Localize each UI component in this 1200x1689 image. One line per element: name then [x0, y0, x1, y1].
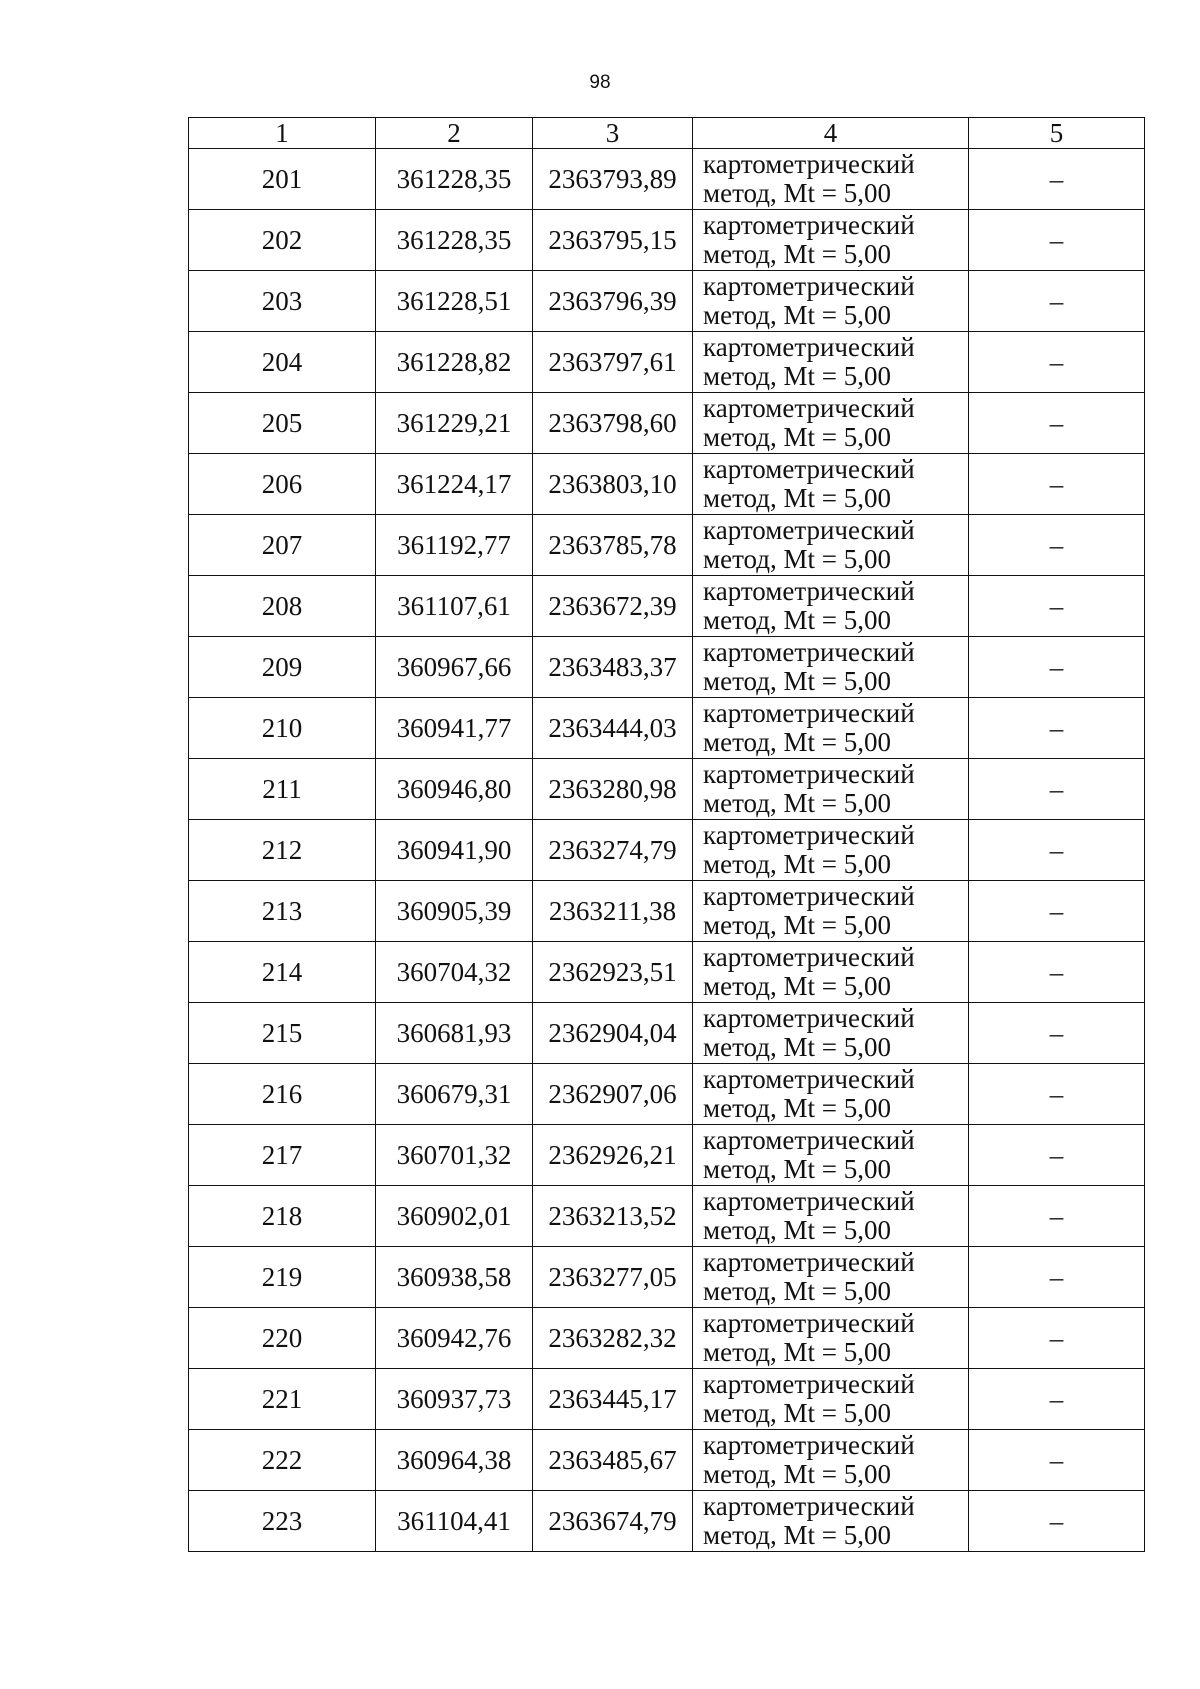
method-line-2: метод, Mt = 5,00 [703, 788, 891, 818]
method-line-1: картометрический [703, 759, 915, 789]
y-coordinate-cell: 2362923,51 [533, 942, 693, 1003]
table-row [189, 210, 1145, 271]
y-coordinate-cell: 2363795,15 [533, 210, 693, 271]
table-row [189, 1369, 1145, 1430]
method-cell [693, 149, 969, 210]
point-number-cell: 216 [189, 1064, 376, 1125]
column-header-3: 3 [533, 118, 693, 149]
point-number-cell: 213 [189, 881, 376, 942]
y-coordinate-cell: 2363785,78 [533, 515, 693, 576]
x-coordinate-cell: 361192,77 [376, 515, 533, 576]
table-row [189, 1491, 1145, 1552]
method-line-1: картометрический [703, 393, 915, 423]
y-coordinate-cell: 2363674,79 [533, 1491, 693, 1552]
table-header [189, 118, 1145, 149]
x-coordinate-cell: 360941,90 [376, 820, 533, 881]
method-cell [693, 1430, 969, 1491]
y-coordinate-cell: 2363211,38 [533, 881, 693, 942]
method-line-2: метод, Mt = 5,00 [703, 239, 891, 269]
note-cell: – [969, 454, 1145, 515]
y-coordinate-cell: 2363793,89 [533, 149, 693, 210]
note-cell: – [969, 576, 1145, 637]
note-cell: – [969, 820, 1145, 881]
x-coordinate-cell: 361228,35 [376, 149, 533, 210]
method-line-1: картометрический [703, 1491, 915, 1521]
method-line-1: картометрический [703, 881, 915, 911]
column-header-2: 2 [376, 118, 533, 149]
page-number: 98 [589, 72, 611, 93]
x-coordinate-cell: 361229,21 [376, 393, 533, 454]
y-coordinate-cell: 2362907,06 [533, 1064, 693, 1125]
x-coordinate-cell: 361228,51 [376, 271, 533, 332]
table-row [189, 149, 1145, 210]
table-row [189, 1064, 1145, 1125]
method-line-2: метод, Mt = 5,00 [703, 483, 891, 513]
method-line-1: картометрический [703, 149, 915, 179]
method-line-2: метод, Mt = 5,00 [703, 178, 891, 208]
x-coordinate-cell: 361228,35 [376, 210, 533, 271]
table-row [189, 1247, 1145, 1308]
method-line-1: картометрический [703, 1186, 915, 1216]
table-row [189, 1003, 1145, 1064]
point-number-cell: 202 [189, 210, 376, 271]
x-coordinate-cell: 360967,66 [376, 637, 533, 698]
note-cell: – [969, 1064, 1145, 1125]
table-row [189, 1186, 1145, 1247]
method-line-2: метод, Mt = 5,00 [703, 849, 891, 879]
x-coordinate-cell: 360701,32 [376, 1125, 533, 1186]
table-row [189, 454, 1145, 515]
method-line-2: метод, Mt = 5,00 [703, 605, 891, 635]
point-number-cell: 201 [189, 149, 376, 210]
x-coordinate-cell: 361224,17 [376, 454, 533, 515]
method-line-2: метод, Mt = 5,00 [703, 1398, 891, 1428]
method-line-1: картометрический [703, 698, 915, 728]
table-row [189, 698, 1145, 759]
note-cell: – [969, 393, 1145, 454]
method-line-1: картометрический [703, 515, 915, 545]
x-coordinate-cell: 360902,01 [376, 1186, 533, 1247]
note-cell: – [969, 515, 1145, 576]
y-coordinate-cell: 2363796,39 [533, 271, 693, 332]
method-line-1: картометрический [703, 576, 915, 606]
method-cell [693, 515, 969, 576]
method-line-2: метод, Mt = 5,00 [703, 300, 891, 330]
method-line-1: картометрический [703, 1369, 915, 1399]
method-line-2: метод, Mt = 5,00 [703, 910, 891, 940]
method-cell [693, 1247, 969, 1308]
x-coordinate-cell: 361104,41 [376, 1491, 533, 1552]
point-number-cell: 211 [189, 759, 376, 820]
note-cell: – [969, 1247, 1145, 1308]
x-coordinate-cell: 360941,77 [376, 698, 533, 759]
note-cell: – [969, 210, 1145, 271]
point-number-cell: 214 [189, 942, 376, 1003]
method-cell [693, 881, 969, 942]
x-coordinate-cell: 360681,93 [376, 1003, 533, 1064]
method-line-2: метод, Mt = 5,00 [703, 1520, 891, 1550]
coordinates-table [188, 117, 1145, 1552]
y-coordinate-cell: 2363213,52 [533, 1186, 693, 1247]
table-row [189, 637, 1145, 698]
method-line-2: метод, Mt = 5,00 [703, 1459, 891, 1489]
method-cell [693, 820, 969, 881]
table-row [189, 332, 1145, 393]
y-coordinate-cell: 2363277,05 [533, 1247, 693, 1308]
method-cell [693, 1186, 969, 1247]
x-coordinate-cell: 360905,39 [376, 881, 533, 942]
note-cell: – [969, 1308, 1145, 1369]
point-number-cell: 218 [189, 1186, 376, 1247]
x-coordinate-cell: 360964,38 [376, 1430, 533, 1491]
method-line-2: метод, Mt = 5,00 [703, 1276, 891, 1306]
method-line-1: картометрический [703, 210, 915, 240]
method-line-1: картометрический [703, 271, 915, 301]
table-row [189, 1430, 1145, 1491]
point-number-cell: 207 [189, 515, 376, 576]
point-number-cell: 203 [189, 271, 376, 332]
method-line-2: метод, Mt = 5,00 [703, 727, 891, 757]
method-line-1: картометрический [703, 454, 915, 484]
point-number-cell: 217 [189, 1125, 376, 1186]
method-line-1: картометрический [703, 1125, 915, 1155]
method-cell [693, 1491, 969, 1552]
x-coordinate-cell: 360938,58 [376, 1247, 533, 1308]
note-cell: – [969, 1003, 1145, 1064]
table-row [189, 1125, 1145, 1186]
method-cell [693, 576, 969, 637]
method-line-1: картометрический [703, 1064, 915, 1094]
table-body [189, 149, 1145, 1552]
y-coordinate-cell: 2363483,37 [533, 637, 693, 698]
note-cell: – [969, 1186, 1145, 1247]
table-row [189, 881, 1145, 942]
column-header-5: 5 [969, 118, 1145, 149]
y-coordinate-cell: 2362904,04 [533, 1003, 693, 1064]
method-cell [693, 1003, 969, 1064]
method-line-2: метод, Mt = 5,00 [703, 544, 891, 574]
x-coordinate-cell: 361228,82 [376, 332, 533, 393]
table-row [189, 942, 1145, 1003]
table-row [189, 759, 1145, 820]
point-number-cell: 222 [189, 1430, 376, 1491]
y-coordinate-cell: 2363798,60 [533, 393, 693, 454]
table-row [189, 393, 1145, 454]
table-row [189, 515, 1145, 576]
y-coordinate-cell: 2363672,39 [533, 576, 693, 637]
method-cell [693, 1369, 969, 1430]
note-cell: – [969, 1430, 1145, 1491]
method-cell [693, 637, 969, 698]
method-cell [693, 1308, 969, 1369]
note-cell: – [969, 637, 1145, 698]
column-header-4: 4 [693, 118, 969, 149]
method-cell [693, 271, 969, 332]
point-number-cell: 205 [189, 393, 376, 454]
x-coordinate-cell: 360704,32 [376, 942, 533, 1003]
note-cell: – [969, 1491, 1145, 1552]
table-row [189, 1308, 1145, 1369]
y-coordinate-cell: 2363803,10 [533, 454, 693, 515]
x-coordinate-cell: 361107,61 [376, 576, 533, 637]
method-line-1: картометрический [703, 1308, 915, 1338]
method-line-2: метод, Mt = 5,00 [703, 422, 891, 452]
method-line-1: картометрический [703, 332, 915, 362]
method-cell [693, 1064, 969, 1125]
x-coordinate-cell: 360942,76 [376, 1308, 533, 1369]
point-number-cell: 204 [189, 332, 376, 393]
method-cell [693, 1125, 969, 1186]
method-line-2: метод, Mt = 5,00 [703, 971, 891, 1001]
note-cell: – [969, 881, 1145, 942]
y-coordinate-cell: 2363445,17 [533, 1369, 693, 1430]
method-line-1: картометрический [703, 637, 915, 667]
y-coordinate-cell: 2363485,67 [533, 1430, 693, 1491]
note-cell: – [969, 149, 1145, 210]
method-line-1: картометрический [703, 942, 915, 972]
method-cell [693, 393, 969, 454]
point-number-cell: 215 [189, 1003, 376, 1064]
point-number-cell: 212 [189, 820, 376, 881]
y-coordinate-cell: 2363282,32 [533, 1308, 693, 1369]
method-line-1: картометрический [703, 1003, 915, 1033]
method-line-2: метод, Mt = 5,00 [703, 1093, 891, 1123]
method-line-2: метод, Mt = 5,00 [703, 1337, 891, 1367]
table-row [189, 820, 1145, 881]
y-coordinate-cell: 2363797,61 [533, 332, 693, 393]
method-cell [693, 332, 969, 393]
method-line-2: метод, Mt = 5,00 [703, 1032, 891, 1062]
y-coordinate-cell: 2362926,21 [533, 1125, 693, 1186]
point-number-cell: 220 [189, 1308, 376, 1369]
note-cell: – [969, 698, 1145, 759]
y-coordinate-cell: 2363444,03 [533, 698, 693, 759]
y-coordinate-cell: 2363274,79 [533, 820, 693, 881]
y-coordinate-cell: 2363280,98 [533, 759, 693, 820]
note-cell: – [969, 942, 1145, 1003]
method-line-2: метод, Mt = 5,00 [703, 361, 891, 391]
note-cell: – [969, 1369, 1145, 1430]
method-line-1: картометрический [703, 1247, 915, 1277]
point-number-cell: 219 [189, 1247, 376, 1308]
note-cell: – [969, 1125, 1145, 1186]
method-line-2: метод, Mt = 5,00 [703, 1215, 891, 1245]
x-coordinate-cell: 360937,73 [376, 1369, 533, 1430]
point-number-cell: 210 [189, 698, 376, 759]
method-line-2: метод, Mt = 5,00 [703, 666, 891, 696]
column-header-1: 1 [189, 118, 376, 149]
note-cell: – [969, 759, 1145, 820]
point-number-cell: 223 [189, 1491, 376, 1552]
method-line-2: метод, Mt = 5,00 [703, 1154, 891, 1184]
method-cell [693, 210, 969, 271]
method-cell [693, 759, 969, 820]
header-row [189, 118, 1145, 149]
method-cell [693, 454, 969, 515]
x-coordinate-cell: 360946,80 [376, 759, 533, 820]
note-cell: – [969, 332, 1145, 393]
method-line-1: картометрический [703, 820, 915, 850]
method-line-1: картометрический [703, 1430, 915, 1460]
point-number-cell: 208 [189, 576, 376, 637]
point-number-cell: 209 [189, 637, 376, 698]
point-number-cell: 221 [189, 1369, 376, 1430]
table-row [189, 271, 1145, 332]
table-row [189, 576, 1145, 637]
note-cell: – [969, 271, 1145, 332]
method-cell [693, 698, 969, 759]
point-number-cell: 206 [189, 454, 376, 515]
method-cell [693, 942, 969, 1003]
x-coordinate-cell: 360679,31 [376, 1064, 533, 1125]
